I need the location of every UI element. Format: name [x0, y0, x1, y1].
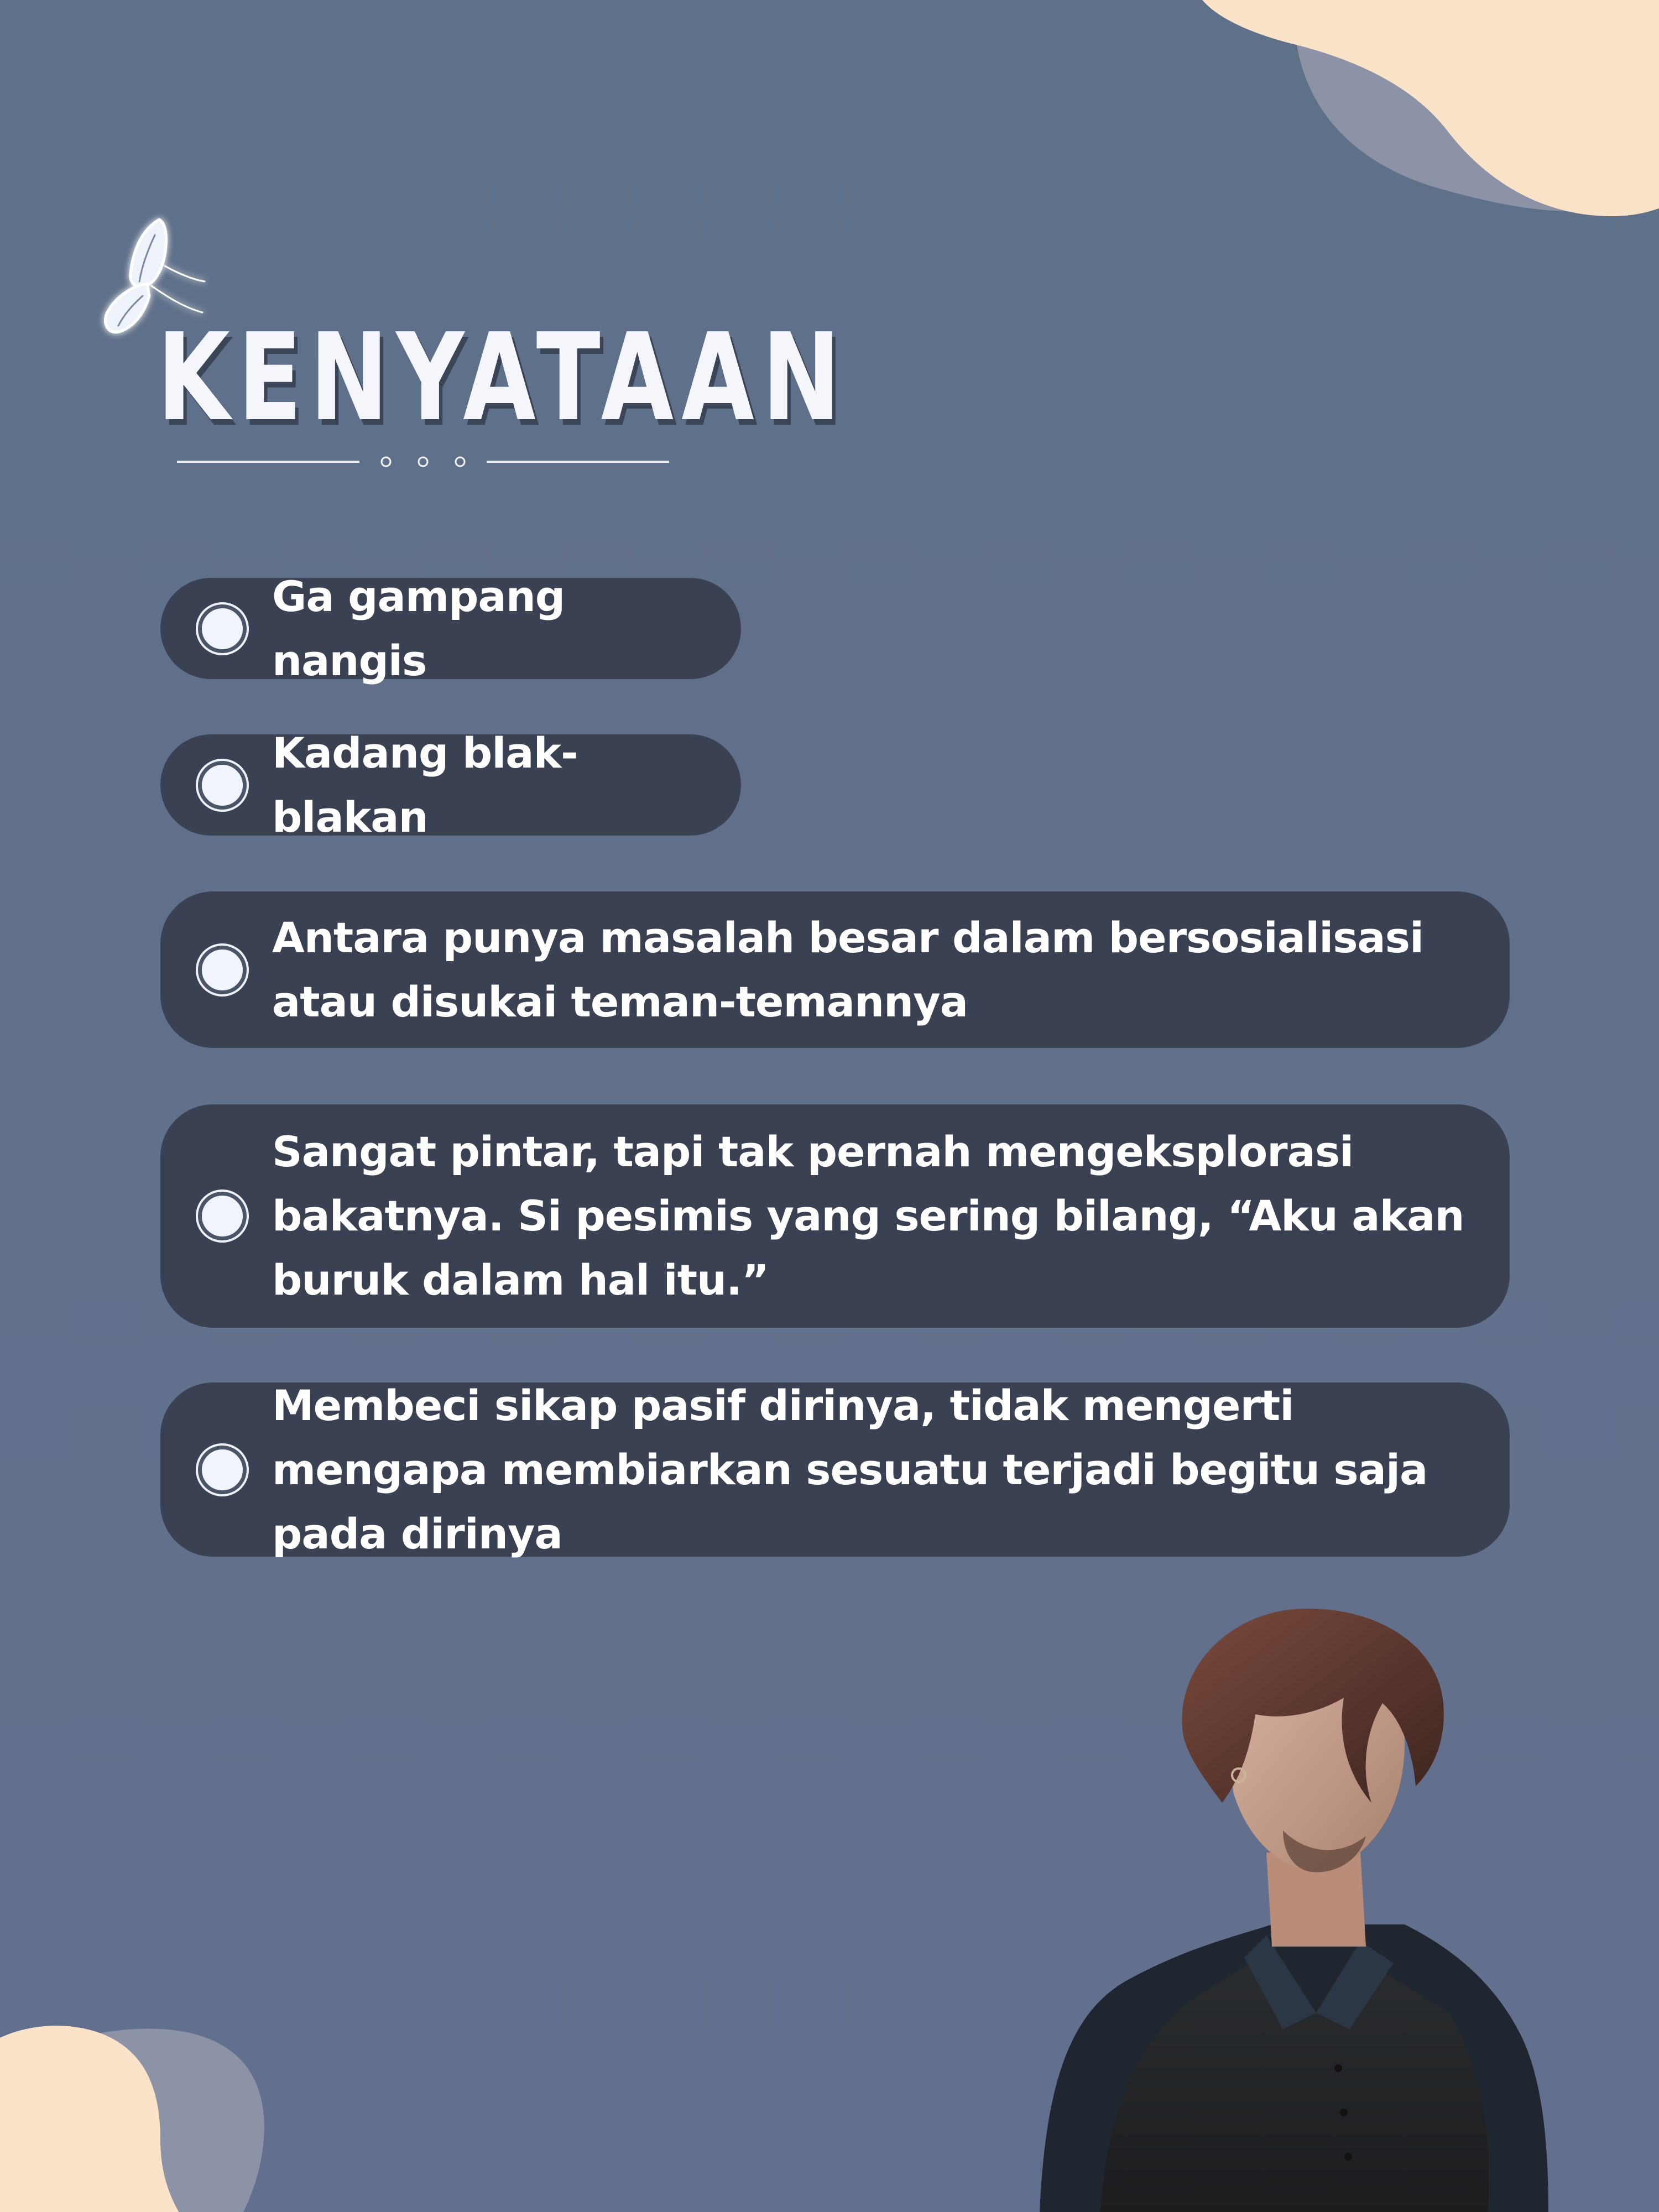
decorative-blob-top-right	[1128, 0, 1659, 254]
list-item-text: Ga gampang nangis	[272, 571, 565, 685]
list-item	[160, 891, 1510, 1048]
page-title: KENYATAAN	[157, 308, 849, 448]
decorative-blob-bottom-left	[0, 2002, 288, 2212]
circle-bullet-icon	[198, 1192, 247, 1240]
list-item	[160, 1104, 1510, 1328]
circle-bullet-icon	[198, 946, 247, 994]
person-photo	[1006, 1593, 1559, 2212]
title-ornament-rule	[177, 453, 669, 470]
list-item-text: Kadang blak-blakan	[272, 728, 578, 842]
list-item-text: Membeci sikap pasif dirinya, tidak mengerti mengapa membiarkan sesuatu terjadi begitu saja pada dirinya	[272, 1380, 1428, 1558]
circle-bullet-icon	[198, 604, 247, 653]
list-item-text: Sangat pintar, tapi tak pernah mengeksplorasi bakatnya. Si pesimis yang sering bilang, “Aku akan buruk dalam hal itu.”	[272, 1127, 1464, 1305]
list-item	[160, 1380, 1510, 1558]
circle-bullet-icon	[198, 761, 247, 810]
circle-bullet-icon	[198, 1446, 247, 1494]
list-item-text: Antara punya masalah besar dalam bersosialisasi atau disukai teman-temannya	[272, 912, 1424, 1026]
list-item	[160, 571, 741, 685]
list-item	[160, 728, 741, 842]
